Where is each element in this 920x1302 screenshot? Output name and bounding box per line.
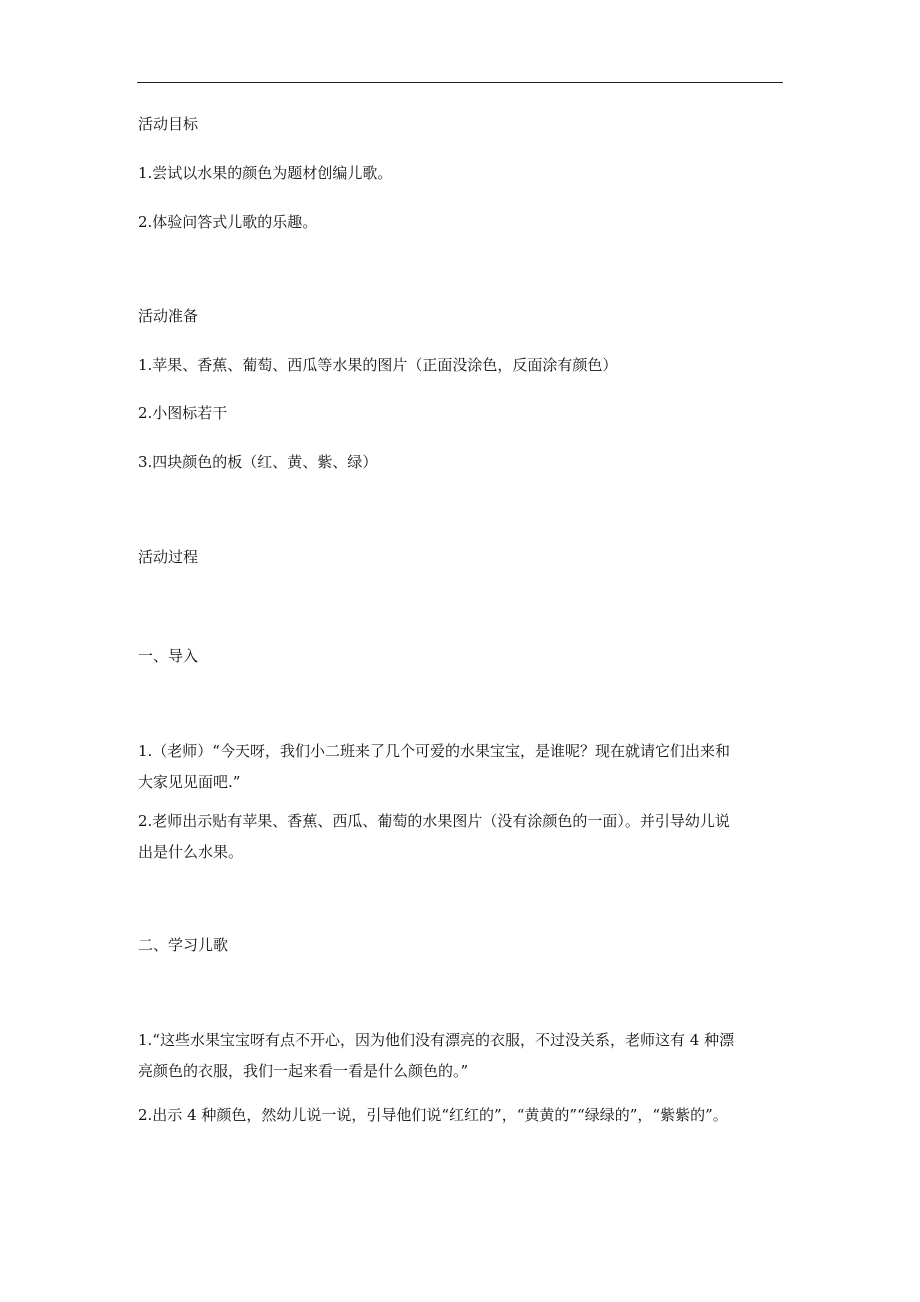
- prep-heading: 活动准备: [138, 307, 199, 325]
- intro-paragraph-2: [138, 812, 784, 874]
- prep-item-3: 3.四块颜色的板（红、黄、紫、绿）: [138, 453, 378, 471]
- learn-paragraph-2: 2.出示 4 种颜色，然幼儿说一说，引导他们说“红红的”，“黄黄的”“绿绿的”，“紫紫的”。: [138, 1106, 728, 1124]
- intro-heading: 一、导入: [138, 647, 199, 665]
- learn-paragraph-1: [138, 1031, 784, 1093]
- goal-item-1: 1.尝试以水果的颜色为题材创编儿歌。: [138, 164, 393, 182]
- header-rule: [137, 82, 783, 83]
- learn-heading: 二、学习儿歌: [138, 936, 229, 954]
- prep-item-2: 2.小图标若干: [138, 404, 228, 422]
- intro-p2-line-1: 2.老师出示贴有苹果、香蕉、西瓜、葡萄的水果图片（没有涂颜色的一面）。并引导幼儿说: [138, 812, 730, 830]
- goal-heading: 活动目标: [138, 115, 199, 133]
- process-heading: 活动过程: [138, 548, 199, 566]
- intro-p1-line-2: 大家见见面吧.”: [138, 773, 241, 791]
- learn-p1-line-2: 亮颜色的衣服，我们一起来看一看是什么颜色的。”: [138, 1062, 469, 1080]
- prep-item-1: 1.苹果、香蕉、葡萄、西瓜等水果的图片（正面没涂色，反面涂有颜色）: [138, 356, 618, 374]
- intro-paragraph-1: [138, 742, 784, 804]
- intro-p1-line-1: 1.（老师）“今天呀，我们小二班来了几个可爱的水果宝宝，是谁呢？现在就请它们出来和: [138, 742, 730, 760]
- goal-item-2: 2.体验问答式儿歌的乐趣。: [138, 213, 318, 231]
- learn-p1-line-1: 1.“这些水果宝宝呀有点不开心，因为他们没有漂亮的衣服，不过没关系，老师这有 4 种漂: [138, 1031, 735, 1049]
- intro-p2-line-2: 出是什么水果。: [138, 843, 244, 861]
